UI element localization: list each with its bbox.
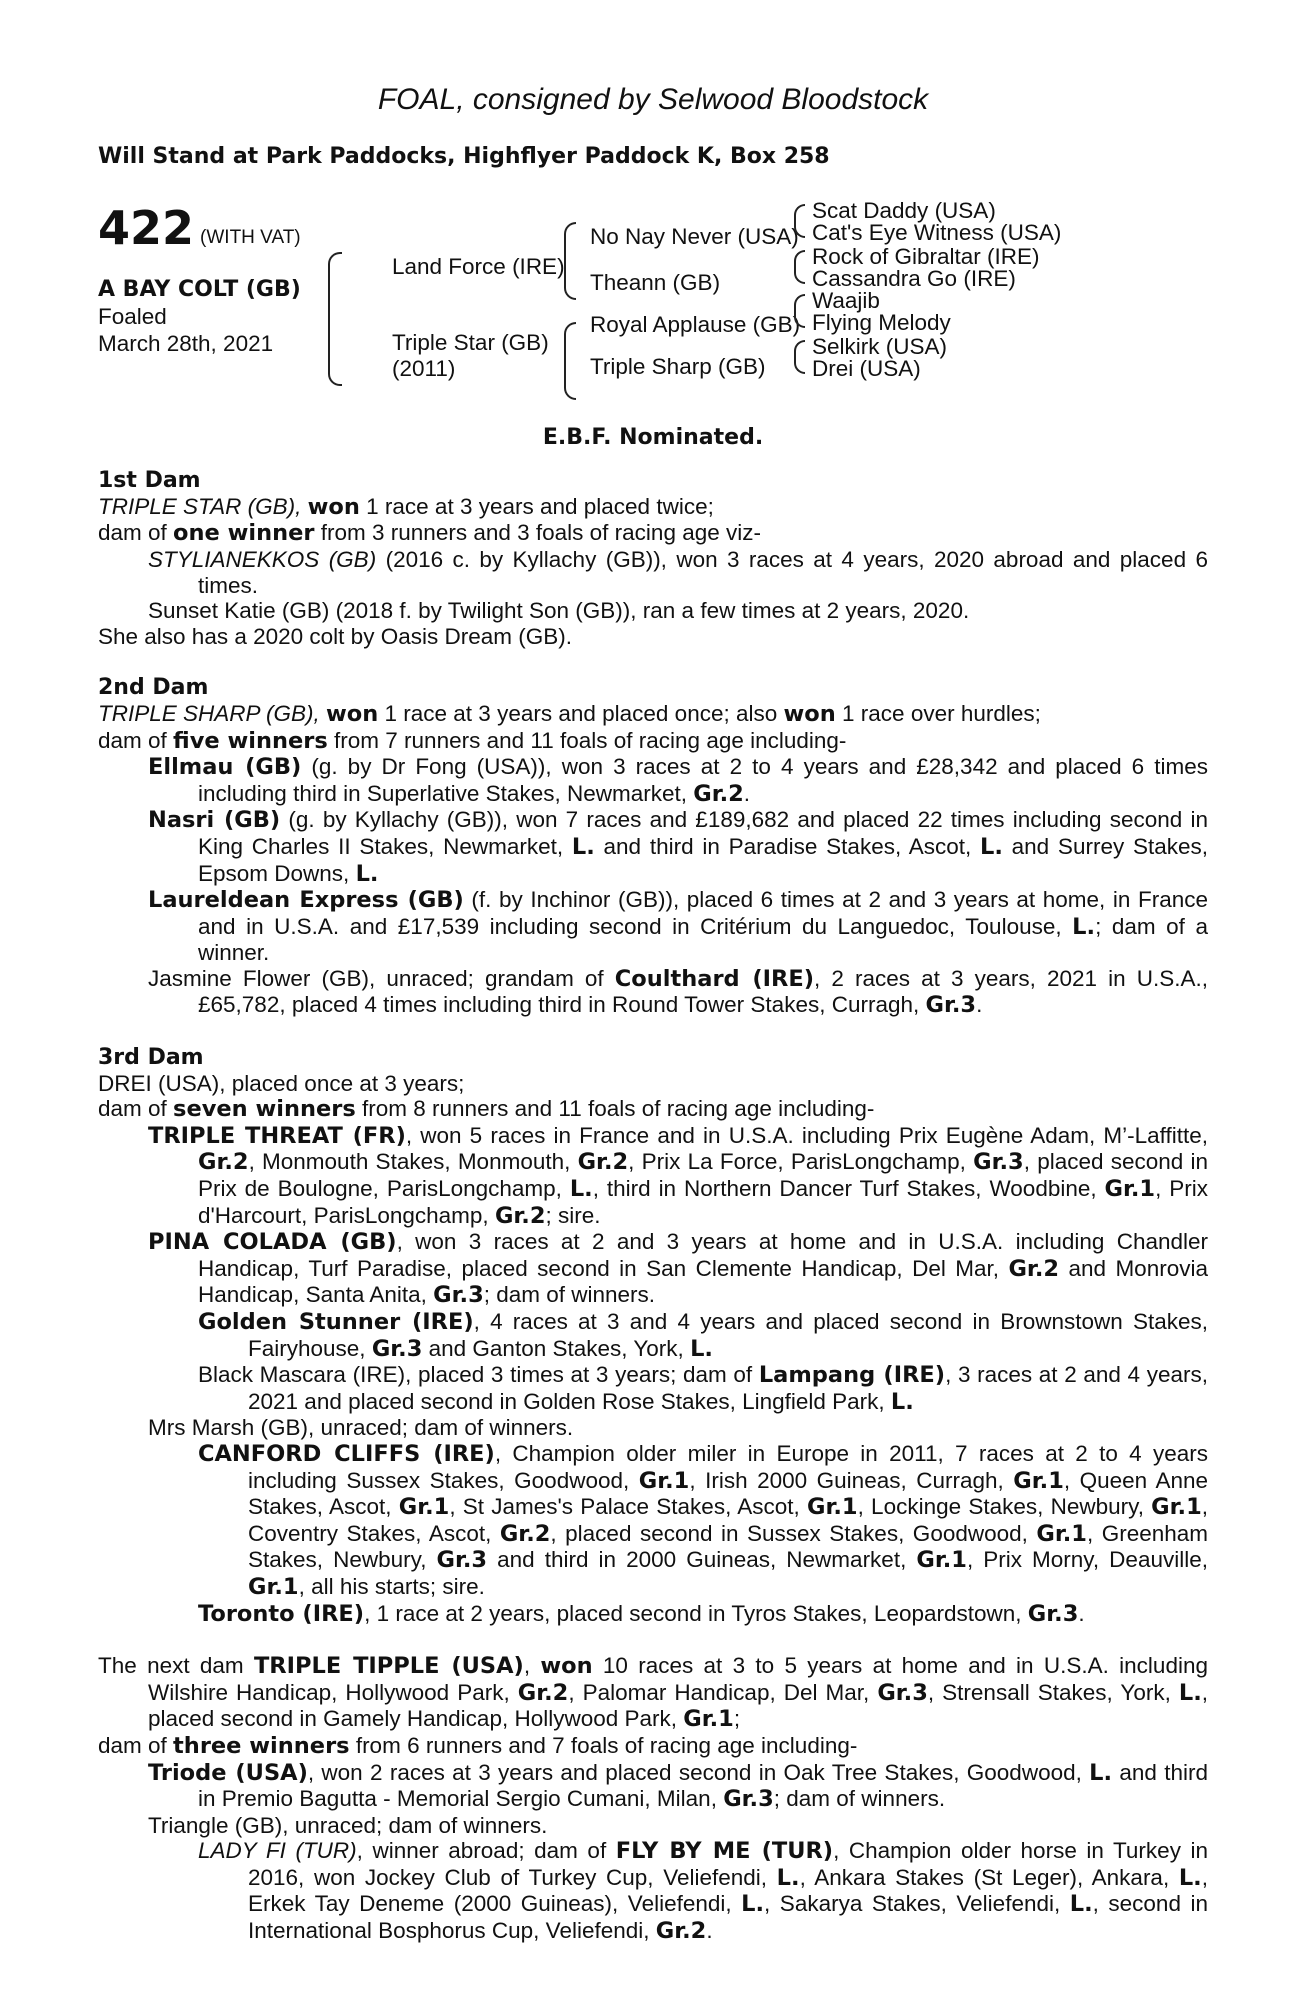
produce-note: She also has a 2020 colt by Oasis Dream (GB). — [98, 623, 572, 649]
next-dam-section — [98, 1653, 1208, 1945]
catalogue-page — [98, 82, 1208, 1971]
second-dam-produce: dam of five winners from 7 runners and 11 foals of racing age including- — [98, 727, 847, 754]
first-dam-produce: dam of one winner from 3 runners and 3 foals of racing age viz- — [98, 520, 761, 547]
stand-location: Will Stand at Park Paddocks, Highflyer Paddock K, Box 258 — [98, 144, 830, 169]
produce-entry: PINA COLADA (GB), won 3 races at 2 and 3 years at home and in U.S.A. including Chandler Handicap, Turf Paradise, placed second in San Clemente Handicap, Del Mar, Gr.2 and Monrovia Handicap, Santa Anita, Gr.3; dam of winners. — [148, 1229, 1209, 1309]
produce-entry: LADY FI (TUR), winner abroad; dam of FLY BY ME (TUR), Champion older horse in Turkey in 2016, won Jockey Club of Turkey Cup, Veliefendi, L., Ankara Stakes (St Leger), Ankara, L., Erkek Tay Deneme (2000 Guineas), Veliefendi, L., Sakarya Stakes, Veliefendi, L., second in International Bosphorus Cup, Veliefendi, Gr.2. — [198, 1838, 1208, 1945]
ebf-nominated: E.B.F. Nominated. — [542, 424, 764, 450]
produce-entry: STYLIANEKKOS (GB) (2016 c. by Kyllachy (GB)), won 3 races at 4 years, 2020 abroad and placed 6 times. — [148, 546, 1208, 598]
produce-entry: Triode (USA), won 2 races at 3 years and placed second in Oak Tree Stakes, Goodwood, L. and third in Premio Bagutta - Memorial Sergio Cumani, Milan, Gr.3; dam of winners. — [148, 1759, 1208, 1813]
lot-header — [98, 202, 301, 254]
dam-dam-dam: Drei (USA) — [812, 355, 921, 381]
produce-entry: Triangle (GB), unraced; dam of winners. — [148, 1812, 548, 1838]
dam-dam-sire: Selkirk (USA) — [812, 333, 948, 359]
first-dam-line: TRIPLE STAR (GB), won 1 race at 3 years and placed twice; — [98, 493, 714, 520]
sire-dam: Theann (GB) — [590, 269, 721, 295]
produce-entry: CANFORD CLIFFS (IRE), Champion older miler in Europe in 2011, 7 races at 2 to 4 years including Sussex Stakes, Goodwood, Gr.1, Irish 2000 Guineas, Curragh, Gr.1, Queen Anne Stakes, Ascot, Gr.1, St James's Palace Stakes, Ascot, Gr.1, Lockinge Stakes, Newbury, Gr.1, Coventry Stakes, Ascot, Gr.2, placed second in Sussex Stakes, Goodwood, Gr.1, Greenham Stakes, Newbury, Gr.3 and third in 2000 Guineas, Newmarket, Gr.1, Prix Morny, Deauville, Gr.1, all his starts; sire. — [198, 1440, 1209, 1600]
sire-sire: No Nay Never (USA) — [590, 223, 799, 249]
produce-entry: Laureldean Express (GB) (f. by Inchinor (GB)), placed 6 times at 2 and 3 years at home, in France and in U.S.A. and £17,539 including second in Critérium du Languedoc, Toulouse, L.; dam of a winner. — [148, 887, 1208, 966]
dam-sire-sire: Waajib — [812, 287, 880, 313]
foaled-date: March 28th, 2021 — [98, 330, 274, 356]
produce-entry: Sunset Katie (GB) (2018 f. by Twilight Son (GB)), ran a few times at 2 years, 2020. — [148, 598, 970, 624]
dam-dam: Triple Sharp (GB) — [590, 353, 766, 379]
dam-sire: Royal Applause (GB) — [590, 311, 801, 337]
first-dam-section — [98, 468, 1208, 649]
produce-entry: Ellmau (GB) (g. by Dr Fong (USA)), won 3 races at 2 to 4 years and £28,342 and placed 6 times including third in Superlative Stakes, Newmarket, Gr.2. — [148, 754, 1208, 807]
sire-name: Land Force (IRE) — [392, 253, 565, 279]
dam-name: Triple Star (GB) — [392, 329, 549, 355]
lot-vat: (WITH VAT) — [200, 226, 301, 248]
third-dam-heading: 3rd Dam — [98, 1045, 204, 1071]
produce-entry: Jasmine Flower (GB), unraced; grandam of Coulthard (IRE), 2 races at 3 years, 2021 in U.S.A., £65,782, placed 4 times including third in Round Tower Stakes, Curragh, Gr.3. — [148, 965, 1208, 1019]
horse-details — [98, 276, 301, 357]
produce-entry: Mrs Marsh (GB), unraced; dam of winners. — [148, 1415, 574, 1441]
produce-entry: Toronto (IRE), 1 race at 2 years, placed second in Tyros Stakes, Leopardstown, Gr.3. — [198, 1600, 1085, 1627]
third-dam-produce: dam of seven winners from 8 runners and 11 foals of racing age including- — [98, 1096, 875, 1123]
produce-entry: Black Mascara (IRE), placed 3 times at 3 years; dam of Lampang (IRE), 3 races at 2 and 4 years, 2021 and placed second in Golden Rose Stakes, Lingfield Park, L. — [198, 1362, 1208, 1415]
sire-dam-sire: Rock of Gibraltar (IRE) — [812, 243, 1040, 269]
next-dam-produce: dam of three winners from 6 runners and 7 foals of racing age including- — [98, 1732, 858, 1759]
third-dam-line: DREI (USA), placed once at 3 years; — [98, 1070, 465, 1096]
sire-sire-dam: Cat's Eye Witness (USA) — [812, 219, 1062, 245]
page-title: FOAL, consigned by Selwood Bloodstock — [377, 83, 929, 116]
produce-entry: TRIPLE THREAT (FR), won 5 races in France and in U.S.A. including Prix Eugène Adam, M’-Laffitte, Gr.2, Monmouth Stakes, Monmouth, Gr.2, Prix La Force, ParisLongchamp, Gr.3, placed second in Prix de Boulogne, ParisLongchamp, L., third in Northern Dancer Turf Stakes, Woodbine, Gr.1, Prix d'Harcourt, ParisLongchamp, Gr.2; sire. — [148, 1122, 1208, 1229]
foaled-label: Foaled — [98, 303, 167, 329]
second-dam-section — [98, 675, 1208, 1019]
lot-number: 422 — [98, 200, 195, 255]
sire-sire-sire: Scat Daddy (USA) — [812, 197, 996, 223]
pedigree-block — [98, 194, 1208, 419]
sire-dam-dam: Cassandra Go (IRE) — [812, 265, 1016, 291]
first-dam-heading: 1st Dam — [98, 468, 201, 494]
second-dam-line: TRIPLE SHARP (GB), won 1 race at 3 years and placed once; also won 1 race over hurdles; — [98, 700, 1041, 727]
next-dam-line: The next dam TRIPLE TIPPLE (USA), won 10 races at 3 to 5 years at home and in U.S.A. including Wilshire Handicap, Hollywood Park, Gr.2, Palomar Handicap, Del Mar, Gr.3, Strensall Stakes, York, L., placed second in Gamely Handicap, Hollywood Park, Gr.1; — [98, 1653, 1209, 1733]
third-dam-section — [98, 1045, 1208, 1627]
dam-sire-dam: Flying Melody — [812, 309, 951, 335]
second-dam-heading: 2nd Dam — [98, 675, 209, 701]
horse-sex: A BAY COLT (GB) — [98, 276, 301, 302]
dam-year: (2011) — [392, 355, 456, 381]
produce-entry: Golden Stunner (IRE), 4 races at 3 and 4 years and placed second in Brownstown Stakes, Fairyhouse, Gr.3 and Ganton Stakes, York, L. — [198, 1309, 1208, 1362]
produce-entry: Nasri (GB) (g. by Kyllachy (GB)), won 7 races and £189,682 and placed 22 times including second in King Charles II Stakes, Newmarket, L. and third in Paradise Stakes, Ascot, L. and Surrey Stakes, Epsom Downs, L. — [148, 807, 1209, 887]
